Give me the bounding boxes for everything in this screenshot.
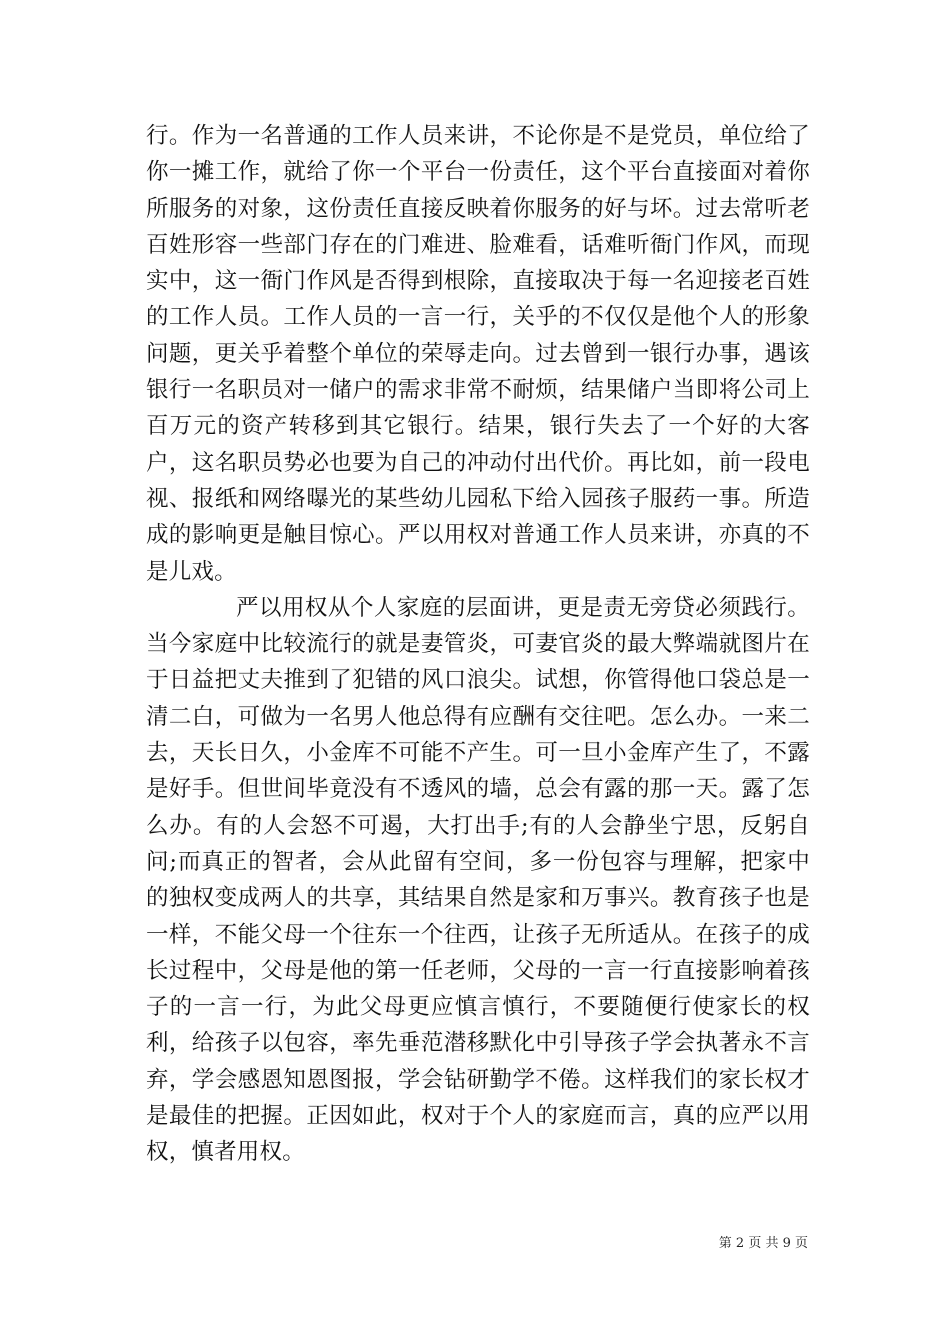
paragraph-1: 行。作为一名普通的工作人员来讲，不论你是不是党员，单位给了你一摊工作，就给了你一个平台一份责任，这个平台直接面对着你所服务的对象，这份责任直接反映着你服务的好与坏。过去常听老百姓形容一些部门存在的门难进、脸难看，话难听衙门作风，而现实中，这一衙门作风是否得到根除，直接取决于每一名迎接老百姓的工作人员。工作人员的一言一行，关乎的不仅仅是他个人的形象问题，更关乎着整个单位的荣辱走向。过去曾到一银行办事，遇该银行一名职员对一储户的需求非常不耐烦，结果储户当即将公司上百万元的资产转移到其它银行。结果，银行失去了一个好的大客户，这名职员势必也要为自己的冲动付出代价。再比如，前一段电视、报纸和网络曝光的某些幼儿园私下给入园孩子服药一事。所造成的影响更是触目惊心。严以用权对普通工作人员来讲，亦真的不是儿戏。 [146, 123, 810, 585]
page-number-footer: 第 2 页 共 9 页 [718, 1236, 808, 1251]
document-body [146, 118, 810, 1171]
paragraph-2: 严以用权从个人家庭的层面讲，更是责无旁贷必须践行。当今家庭中比较流行的就是妻管炎，可妻官炎的最大弊端就图片在于日益把丈夫推到了犯错的风口浪尖。试想，你管得他口袋总是一清二白，可做为一名男人他总得有应酬有交往吧。怎么办。一来二去，天长日久，小金库不可能不产生。可一旦小金库产生了，不露是好手。但世间毕竟没有不透风的墙，总会有露的那一天。露了怎么办。有的人会怒不可遏，大打出手;有的人会静坐宁思，反躬自问;而真正的智者，会从此留有空间，多一份包容与理解，把家中的独权变成两人的共享，其结果自然是家和万事兴。教育孩子也是一样，不能父母一个往东一个往西，让孩子无所适从。在孩子的成长过程中，父母是他的第一任老师，父母的一言一行直接影响着孩子的一言一行，为此父母更应慎言慎行，不要随便行使家长的权利，给孩子以包容，率先垂范潜移默化中引导孩子学会执著永不言弃，学会感恩知恩图报，学会钻研勤学不倦。这样我们的家长权才是最佳的把握。正因如此，权对于个人的家庭而言，真的应严以用权，慎者用权。 [146, 594, 810, 1166]
